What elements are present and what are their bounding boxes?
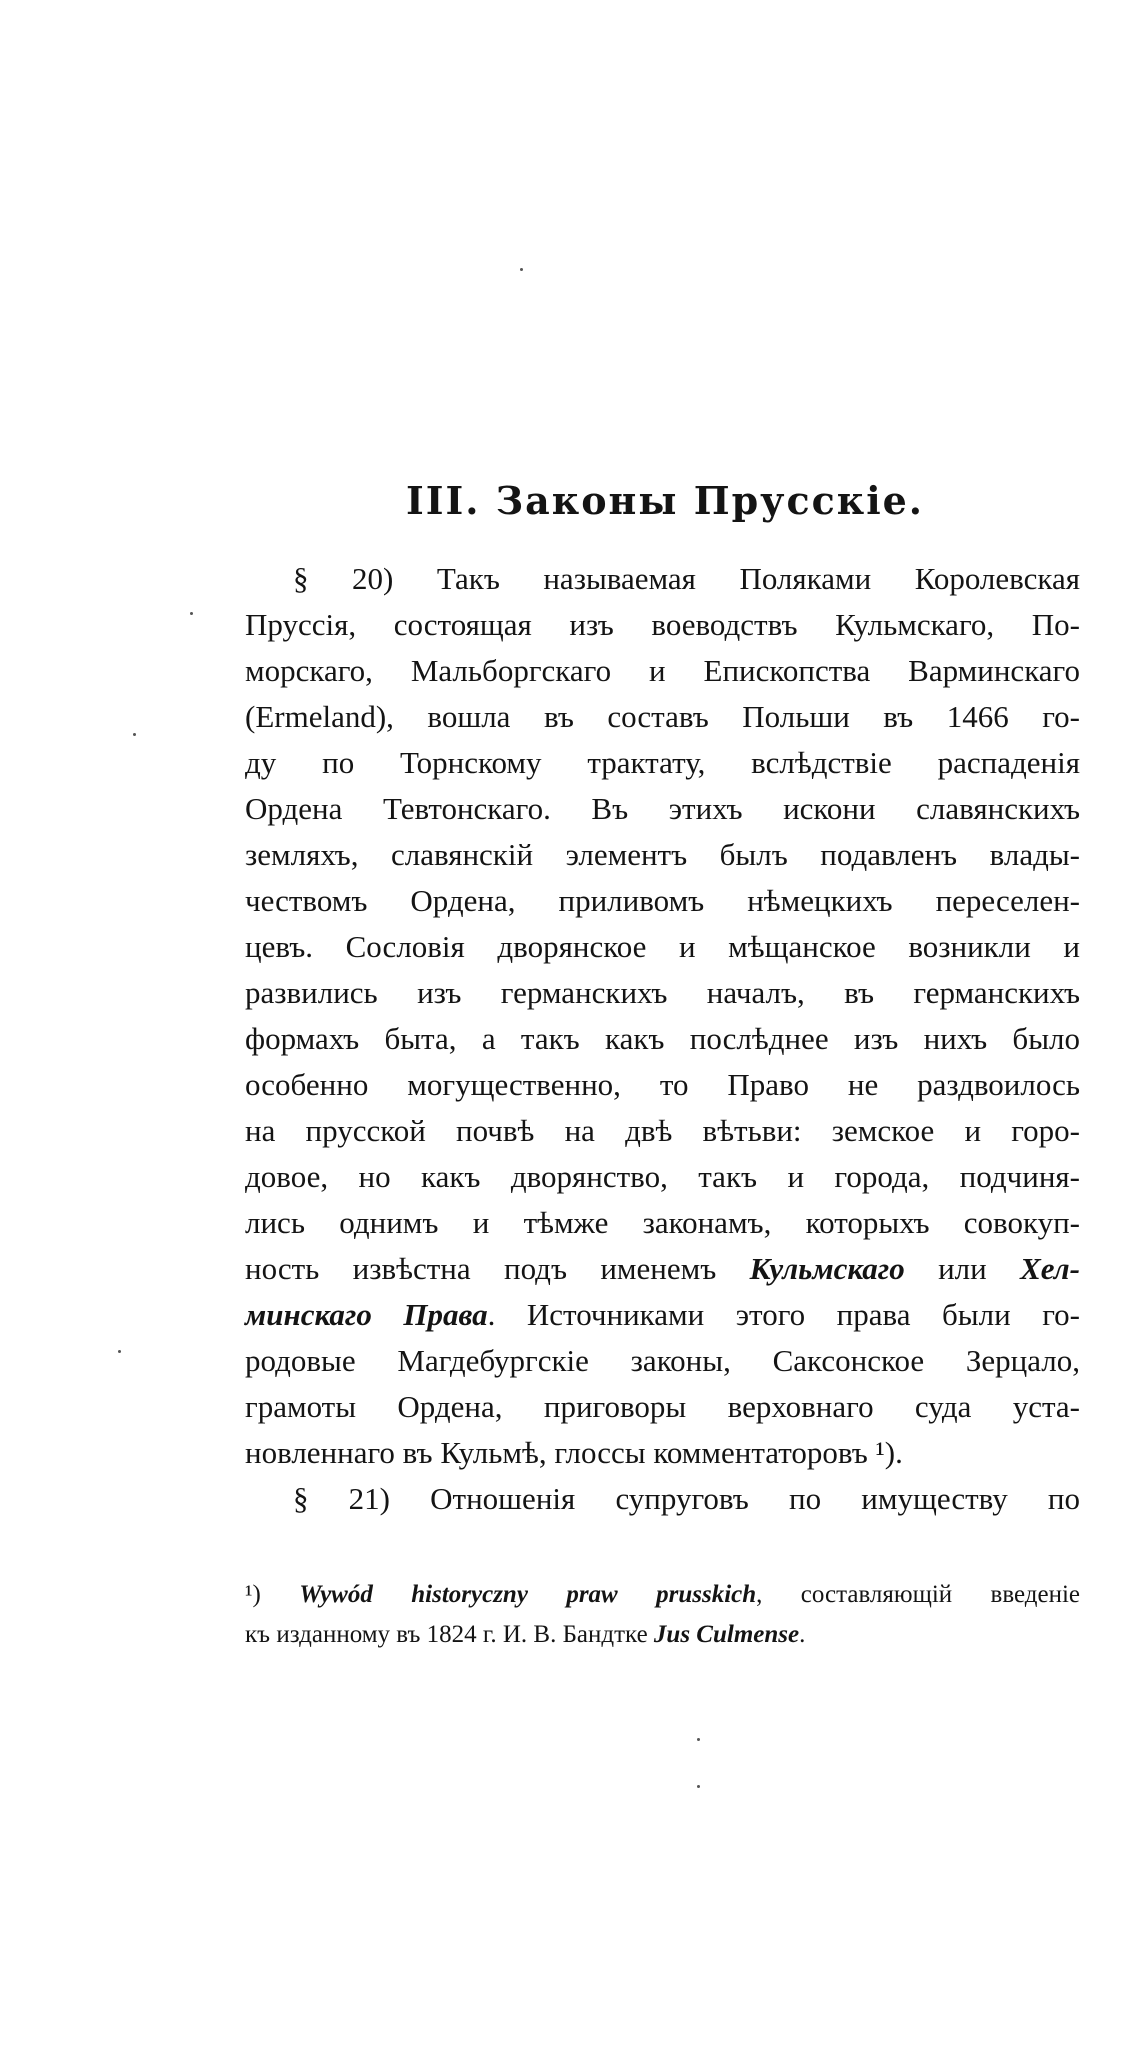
section-heading: III. Законы Прусскіе.: [405, 478, 925, 523]
emphasis-text: минскаго Права: [245, 1297, 488, 1332]
scan-speck: [190, 612, 193, 615]
text-line: особенно могущественно, то Право не раздвоилось: [245, 1067, 1080, 1102]
text-line: цевъ. Сословія дворянское и мѣщанское возникли и: [245, 929, 1080, 964]
text-line: лись однимъ и тѣмже законамъ, которыхъ совокуп-: [245, 1205, 1080, 1240]
text-line: грамоты Ордена, приговоры верховнаго суда уста-: [245, 1389, 1080, 1424]
scan-speck: [133, 733, 136, 736]
text-run: , составляющій введеніе: [756, 1581, 1081, 1608]
text-line: на прусской почвѣ на двѣ вѣтьви: земское и горо-: [245, 1113, 1080, 1148]
text-line: ду по Торнскому трактату, вслѣдствіе распаденія: [245, 745, 1080, 780]
emphasis-text: Хел-: [1020, 1251, 1080, 1286]
emphasis-text: Jus Culmense: [653, 1621, 800, 1648]
text-line: формахъ быта, а такъ какъ послѣднее изъ нихъ было: [245, 1021, 1080, 1056]
scan-speck: [520, 268, 523, 271]
text-line: чествомъ Ордена, приливомъ нѣмецкихъ переселен-: [245, 883, 1080, 918]
scan-speck: [697, 1738, 700, 1741]
emphasis-text: Wywód historyczny praw prusskich: [299, 1581, 757, 1608]
text-line: Ордена Тевтонскаго. Въ этихъ искони славянскихъ: [245, 791, 1080, 826]
text-run: ность извѣстна подъ именемъ: [245, 1251, 750, 1286]
text-line: новленнаго въ Кульмѣ, глоссы комментаторовъ ¹).: [245, 1435, 903, 1470]
scan-speck: [697, 1785, 700, 1788]
body-text: [245, 556, 1080, 1522]
text-run: . Источниками этого права были го-: [487, 1297, 1080, 1332]
text-run: или: [904, 1251, 1021, 1286]
text-line: § 20) Такъ называемая Поляками Королевская: [293, 561, 1080, 596]
footnote-line: [245, 1615, 1080, 1655]
text-line: родовые Магдебургскіе законы, Саксонское Зерцало,: [245, 1343, 1080, 1378]
text-line: [245, 1292, 1080, 1338]
text-line: развились изъ германскихъ началъ, въ германскихъ: [245, 975, 1080, 1010]
text-line: довое, но какъ дворянство, такъ и города, подчиня-: [245, 1159, 1080, 1194]
text-line: Пруссія, состоящая изъ воеводствъ Кульмскаго, По-: [245, 607, 1080, 642]
footnote-line: [245, 1575, 1080, 1615]
text-line: [245, 1246, 1080, 1292]
text-line: § 21) Отношенія супруговъ по имуществу по: [293, 1481, 1080, 1516]
text-line: морскаго, Мальборгскаго и Епископства Варминскаго: [245, 653, 1080, 688]
text-line: земляхъ, славянскій элементъ былъ подавленъ влады-: [245, 837, 1080, 872]
emphasis-text: Кульмскаго: [749, 1251, 905, 1286]
text-run: къ изданному въ 1824 г. И. В. Бандтке: [245, 1621, 654, 1648]
footnote-marker: ¹): [245, 1581, 261, 1608]
footnote: [245, 1575, 1080, 1655]
scan-speck: [118, 1350, 121, 1353]
text-line: (Ermeland), вошла въ составъ Польши въ 1466 го-: [245, 699, 1080, 734]
text-run: .: [799, 1621, 806, 1648]
